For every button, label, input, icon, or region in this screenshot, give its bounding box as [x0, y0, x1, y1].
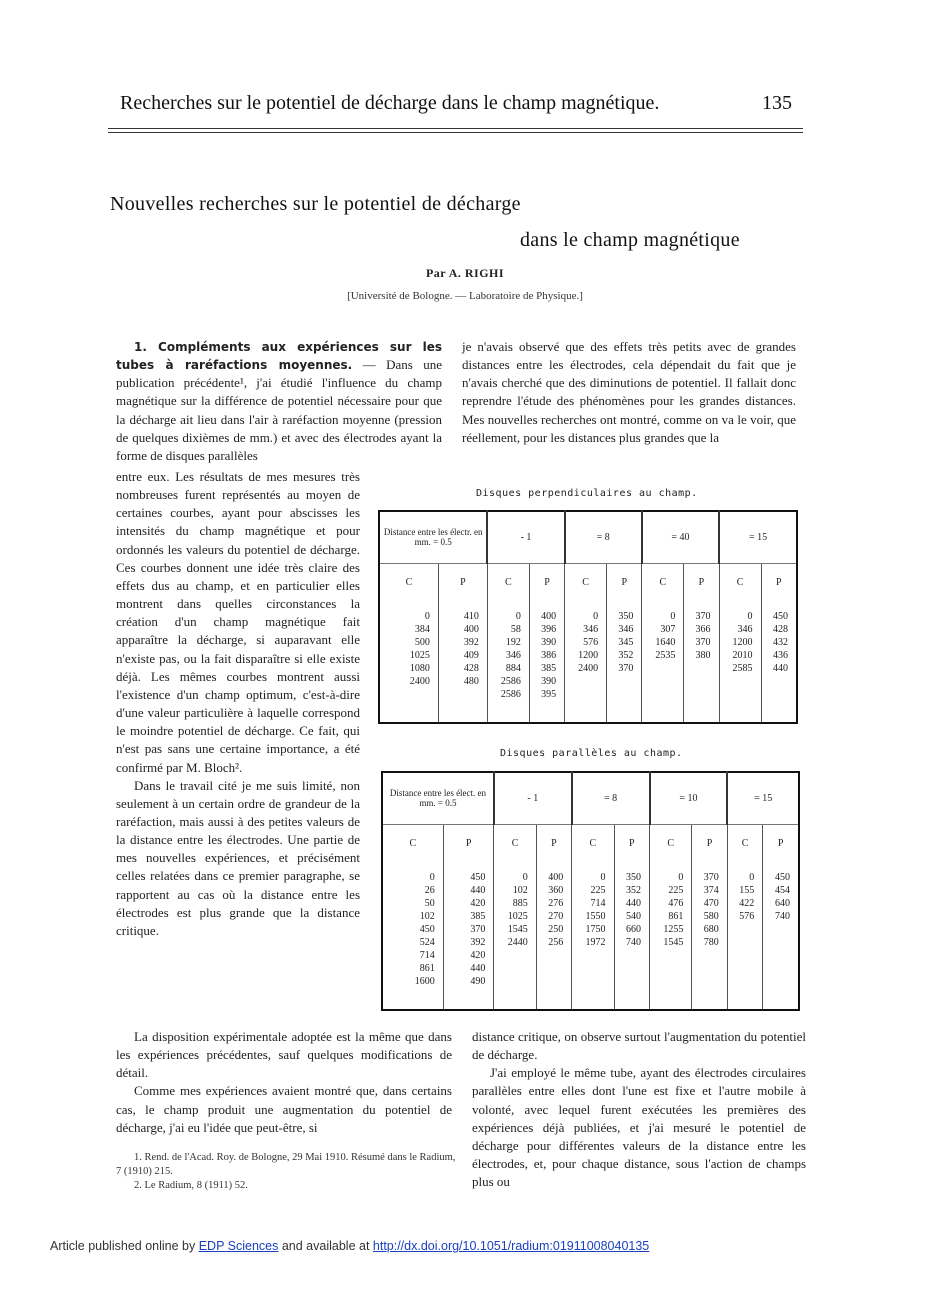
table2-caption: Disques parallèles au champ. — [500, 748, 683, 759]
header-rule-thin — [108, 132, 803, 133]
article-title-line1: Nouvelles recherches sur le potentiel de décharge — [110, 193, 521, 215]
group-header: - 1 — [494, 772, 572, 824]
doi-link[interactable]: http://dx.doi.org/10.1051/radium:01911008040135 — [372, 1239, 650, 1253]
footnotes — [116, 1151, 456, 1193]
values-column: 370 366 370 380 — [684, 601, 719, 723]
group-header: = 15 — [719, 511, 797, 563]
values-column: 410 400 392 409 428 480 — [438, 601, 487, 723]
col-header-p: P — [607, 563, 642, 601]
distance-label-cell: Distance entre les électr. en mm. = 0.5 — [383, 527, 483, 548]
publisher-footer — [50, 1239, 649, 1253]
col1-paragraph: — Dans une publication précédente¹, j'ai étudié l'influence du champ magnétique sur la différence de potentiel nécessaire pour que la décharge ait lieu dans l'air à raréfaction moyenne (pression de quelques dixièmes de mm.) et avec des électrodes ayant la forme de disques parallèles — [116, 357, 442, 463]
distance-label-cell: Distance entre les élect. en mm. = 0.5 — [389, 788, 487, 809]
table-parallel — [381, 771, 800, 1011]
footnote-1: 1. Rend. de l'Acad. Roy. de Bologne, 29 Mai 1910. Résumé dans le Radium, 7 (1910) 215. — [116, 1152, 456, 1177]
table1-caption: Disques perpendiculaires au champ. — [476, 488, 698, 499]
table-perpendicular — [378, 510, 798, 724]
bottom-right-paragraph-2: J'ai employé le même tube, ayant des électrodes circulaires parallèles entre elles dont l'une est fixe et l'autre mobile à volonté, avec lequel furent exécutées les premières des expériences déjà publiées, et j'ai mesuré le potentiel de décharge pour différentes valeurs de la distance entre les électrodes, et, pour chaque distance, sous l'action de champs plus ou — [472, 1065, 806, 1190]
col-header-c: C — [727, 824, 762, 862]
values-column: 0 225 476 861 1255 1545 — [650, 862, 692, 1010]
col-header-c: C — [565, 563, 607, 601]
col-header-c: C — [487, 563, 529, 601]
running-head — [120, 92, 800, 118]
values-column: 400 360 276 270 250 256 — [536, 862, 571, 1010]
group-header: = 40 — [642, 511, 719, 563]
col-header-c: C — [494, 824, 536, 862]
header-rule — [108, 128, 803, 129]
narrow-paragraph-1: entre eux. Les résultats de mes mesures très nombreuses furent représentés au moyen de certaines courbes, ayant pour abscisses les intensités du champ magnétique et pour ordonnés les valeurs du potentiel de décharge. Ces courbes donnent une idée très claire des effets dus au champ, et en particulier elles montrent dans quelles circonstances la création d'un champ magnétique fait apparaître la décharge, si auparavant elle n'existe pas, ou la fait disparaître si elle existe déjà. Les mêmes courbes montrent aussi l'existence d'un champ optimum, c'est-à-dire d'une valeur particulière à laquelle correspond le moindre potentiel de décharge. Ce fait, qui n'est pas sans une certaine importance, a été confirmé par M. Bloch². — [116, 469, 360, 775]
col-header-p: P — [443, 824, 494, 862]
values-column: 450 454 640 740 — [763, 862, 799, 1010]
col-header-p: P — [684, 563, 719, 601]
col-header-c: C — [642, 563, 684, 601]
col-header-c: C — [650, 824, 692, 862]
group-header: - 1 — [487, 511, 564, 563]
col-header-c: C — [572, 824, 614, 862]
col2-intro — [462, 338, 796, 447]
values-column: 400 396 390 386 385 390 395 — [529, 601, 564, 723]
col1-intro — [116, 338, 442, 465]
group-header: = 8 — [572, 772, 650, 824]
running-title: Recherches sur le potentiel de décharge dans le champ magnétique. — [120, 92, 660, 114]
group-header: = 10 — [650, 772, 728, 824]
col-header-p: P — [536, 824, 571, 862]
page-number: 135 — [762, 92, 792, 114]
values-column: 0 384 500 1025 1080 2400 — [409, 611, 430, 687]
col-header-c: C — [719, 563, 761, 601]
footnote-2: 2. Le Radium, 8 (1911) 52. — [134, 1180, 248, 1191]
values-column: 0 26 50 102 450 524 714 861 1600 — [414, 872, 435, 987]
values-column: 350 346 345 352 370 — [607, 601, 642, 723]
bottom-right-text — [472, 1028, 806, 1191]
col-header-c: C — [382, 824, 443, 862]
col2-paragraph: je n'avais observé que des effets très petits avec de grandes distances entre les électrodes, cela dépendait du fait que je n'avais cherché que des diminutions de potentiel. Il fallait donc reprendre l'étude des phénomènes pour les grandes distances. Mes nouvelles recherches ont montré, comme on va le voir, que réellement, pour les distances plus grandes que la — [462, 339, 796, 445]
values-column: 450 428 432 436 440 — [761, 601, 797, 723]
narrow-column — [116, 468, 360, 940]
values-column: 0 346 1200 2010 2585 — [719, 601, 761, 723]
values-column: 450 440 420 385 370 392 420 440 490 — [443, 862, 494, 1010]
footer-middle: and available at — [278, 1239, 373, 1253]
group-header: = 15 — [727, 772, 799, 824]
values-column: 0 102 885 1025 1545 2440 — [494, 862, 536, 1010]
bottom-right-paragraph-1: distance critique, on observe surtout l'augmentation du potentiel de décharge. — [472, 1029, 806, 1063]
col-header-p: P — [761, 563, 797, 601]
col-header-p: P — [692, 824, 727, 862]
byline: Par A. RIGHI — [425, 266, 505, 280]
bottom-left-text — [116, 1028, 452, 1137]
col-header-p: P — [763, 824, 799, 862]
col-header-c: C — [379, 563, 438, 601]
publisher-link[interactable]: EDP Sciences — [198, 1239, 279, 1253]
col-header-p: P — [529, 563, 564, 601]
values-column: 0 307 1640 2535 — [642, 601, 684, 723]
values-column: 0 225 714 1550 1750 1972 — [572, 862, 614, 1010]
bottom-left-paragraph-1: La disposition expérimentale adoptée est la même que dans les expériences précédentes, sauf quelques modifications de détail. — [116, 1029, 452, 1081]
col-header-p: P — [438, 563, 487, 601]
group-header: = 8 — [565, 511, 642, 563]
values-column: 0 58 192 346 884 2586 2586 — [487, 601, 529, 723]
col-header-p: P — [614, 824, 649, 862]
values-column: 0 155 422 576 — [727, 862, 762, 1010]
values-column: 350 352 440 540 660 740 — [614, 862, 649, 1010]
section-heading: 1. Compléments aux expériences sur les tubes à raréfactions moyennes. — [116, 340, 442, 373]
affiliation: [Université de Bologne. — Laboratoire de Physique.] — [347, 290, 583, 302]
footer-prefix: Article published online by — [50, 1239, 199, 1253]
values-column: 0 346 576 1200 2400 — [565, 601, 607, 723]
article-title-line2: dans le champ magnétique — [520, 229, 740, 251]
bottom-left-paragraph-2: Comme mes expériences avaient montré que, dans certains cas, le champ produit une augmentation du potentiel de décharge, j'ai eu l'idée que peut-être, si — [116, 1083, 452, 1135]
values-column: 370 374 470 580 680 780 — [692, 862, 727, 1010]
narrow-paragraph-2: Dans le travail cité je me suis limité, non seulement à un certain ordre de grandeur de la raréfaction, mais aussi à des petites valeurs de la distance entre les électrodes. Une partie de mes nouvelles expériences, et précisément celles relatées dans ce premier paragraphe, se rapportent au cas où la distance entre les électrodes est plus grande que la distance critique. — [116, 777, 360, 938]
